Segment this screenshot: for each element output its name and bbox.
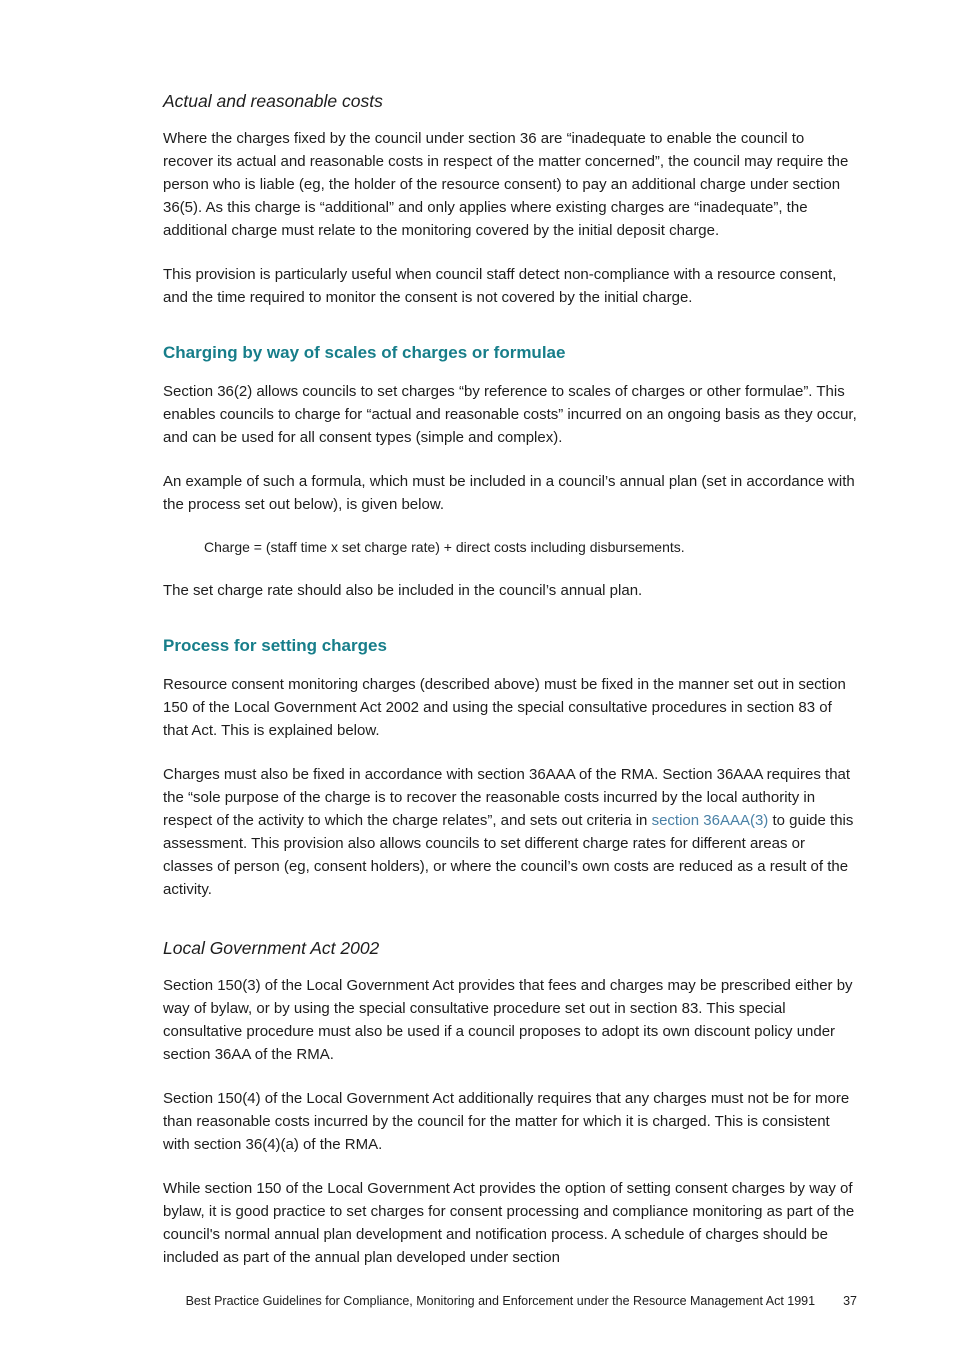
section-heading-charging-by-scales: Charging by way of scales of charges or formulae: [163, 343, 566, 362]
paragraph-section-36-2: Section 36(2) allows councils to set charges “by reference to scales of charges or other formulae”. This enables councils to charge for “actual and reasonable costs” incurred on an ongoing basis as they occur, and can be used for all consent types (simple and complex).: [163, 383, 857, 446]
paragraph-section-36aaa: [163, 763, 857, 901]
section-36aaa3-link[interactable]: section 36AAA(3): [651, 812, 769, 829]
paragraph-provision-useful: This provision is particularly useful when council staff detect non-compliance with a resource consent, and the time required to monitor the consent is not covered by the initial charge.: [163, 266, 837, 306]
paragraph-section-150-3: Section 150(3) of the Local Government Act provides that fees and charges may be prescribed either by way of bylaw, or by using the special consultative procedure set out in section 83. This special consultative procedure must also be used if a council proposes to adopt its own discount policy under section 36AA of the RMA.: [163, 977, 853, 1063]
document-content: [163, 90, 857, 1290]
paragraph-example-formula: An example of such a formula, which must be included in a council’s annual plan (set in accordance with the process set out below), is given below.: [163, 473, 855, 513]
paragraph-36aaa-before-link: Charges must also be fixed in accordance with section 36AAA of the RMA. Section 36AAA requires that the “sole purpose of the charge is to recover the reasonable costs incurred by the local authority in respect of the activity to which the charge relates”, and sets out criteria in: [163, 766, 851, 829]
paragraph-while-section-150: While section 150 of the Local Government Act provides the option of setting consent charges by way of bylaw, it is good practice to set charges for consent processing and compliance monitoring as part of the council's normal annual plan development and notification process. A schedule of charges should be included as part of the annual plan developed under section: [163, 1180, 855, 1266]
charge-formula: Charge = (staff time x set charge rate) + direct costs including disbursements.: [204, 539, 685, 555]
section-heading-actual-and-reasonable-costs: Actual and reasonable costs: [163, 91, 383, 111]
paragraph-set-charge-rate: The set charge rate should also be included in the council’s annual plan.: [163, 582, 643, 599]
footer-page-number: 37: [843, 1294, 857, 1308]
paragraph-inadequate-charges: Where the charges fixed by the council under section 36 are “inadequate to enable the council to recover its actual and reasonable costs in respect of the matter concerned”, the council may require the person who is liable (eg, the holder of the resource consent) to pay an additional charge under section 36(5). As this charge is “additional” and only applies where existing charges are “inadequate”, the additional charge must relate to the monitoring covered by the initial deposit charge.: [163, 130, 849, 239]
paragraph-resource-consent-monitoring: Resource consent monitoring charges (described above) must be fixed in the manner set out in section 150 of the Local Government Act 2002 and using the special consultative procedures in section 83 of that Act. This is explained below.: [163, 676, 846, 739]
section-heading-process-for-setting-charges: Process for setting charges: [163, 636, 387, 655]
paragraph-36aaa-after-link: to guide this assessment. This provision also allows councils to set different charge rates for different areas or classes of person (eg, consent holders), or where the council’s own costs are reduced as a result of the activity.: [163, 812, 854, 898]
page-footer: [163, 1293, 857, 1309]
footer-document-title: Best Practice Guidelines for Compliance, Monitoring and Enforcement under the Resource Management Act 1991: [185, 1294, 816, 1308]
paragraph-section-150-4: Section 150(4) of the Local Government Act additionally requires that any charges must not be for more than reasonable costs incurred by the council for the matter for which it is charged. This is consistent with section 36(4)(a) of the RMA.: [163, 1090, 850, 1153]
section-heading-local-government-act-2002: Local Government Act 2002: [163, 938, 380, 958]
